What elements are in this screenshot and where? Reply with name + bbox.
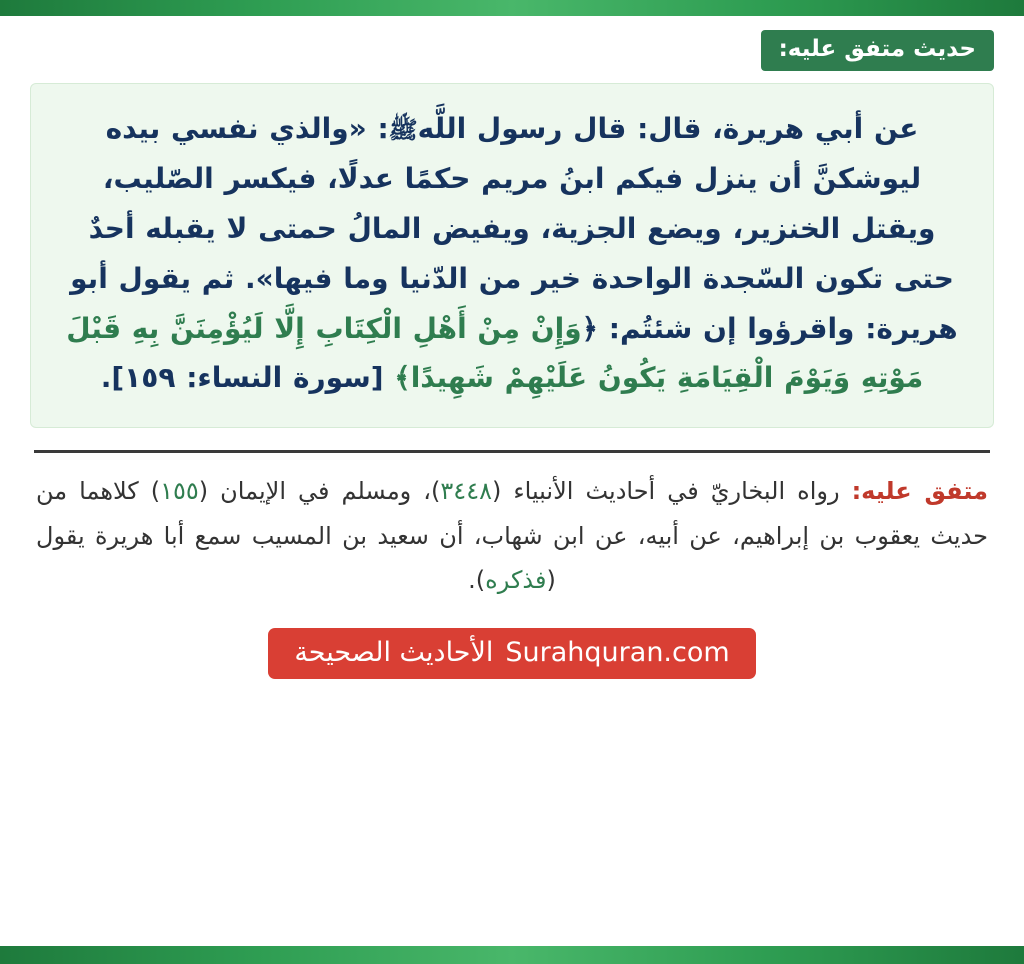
hadith-narration-part2: : «والذي نفسي بيده ليوشكنَّ أن ينزل فيكم ابنُ مريم حكمًا عدلًا، فيكسر الصّليب، ويقتل الخنزير، ويضع الجزية، ويفيض المالُ حمتى لا يقبله أحدٌ حتى تكون السّجدة الواحدة خير من الدّنيا وما فيها». ثم يقول أبو هريرة: واقرؤوا إن شئتُم: ﴿ xyxy=(70,112,958,345)
footer-row xyxy=(30,628,994,679)
ayah-reference: [سورة النساء: ١٥٩]. xyxy=(100,361,384,395)
takhreej-label: متفق عليه: xyxy=(851,477,989,506)
takhreej-text-3: ) كلاهما من حديث يعقوب بن إبراهيم، عن أبيه، عن ابن شهاب، أن سعيد بن المسيب سمع أبا هريرة يقول ( xyxy=(36,477,988,595)
grade-row xyxy=(30,30,994,71)
site-name: Surahquran.com xyxy=(505,637,730,669)
takhreej-number-2: ١٥٥ xyxy=(160,477,199,506)
hadith-card xyxy=(0,16,1024,946)
takhreej-text-2: )، ومسلم في الإيمان ( xyxy=(198,477,441,506)
takhreej-tail-word: فذكره xyxy=(485,566,547,595)
quran-ayah-text: وَإِنْ مِنْ أَهْلِ الْكِتَابِ إِلَّا لَيُؤْمِنَنَّ بِهِ قَبْلَ مَوْتِهِ وَيَوْمَ الْقِيَامَةِ يَكُونُ عَلَيْهِمْ شَهِيدًا xyxy=(66,311,924,395)
hadith-text xyxy=(57,104,967,403)
bottom-decorative-bar xyxy=(0,946,1024,964)
takhreej-text-4: ). xyxy=(468,566,486,595)
sallallahu-alayhi-wasallam-icon: ﷺ xyxy=(388,116,418,145)
ayah-closing-bracket: ﴾ xyxy=(394,361,411,395)
hadith-narration-part1: عن أبي هريرة، قال: قال رسول اللَّه xyxy=(417,112,919,146)
site-section-label: الأحاديث الصحيحة xyxy=(294,637,494,669)
takhreej-number-1: ٣٤٤٨ xyxy=(440,477,492,506)
site-footer-badge[interactable] xyxy=(268,628,755,679)
section-divider xyxy=(34,450,990,453)
hadith-grade-badge: حديث متفق عليه: xyxy=(761,30,994,71)
top-decorative-bar xyxy=(0,0,1024,16)
takhreej-paragraph xyxy=(36,469,988,602)
hadith-text-box xyxy=(30,83,994,428)
takhreej-text-1: رواه البخاريّ في أحاديث الأنبياء ( xyxy=(491,477,852,506)
